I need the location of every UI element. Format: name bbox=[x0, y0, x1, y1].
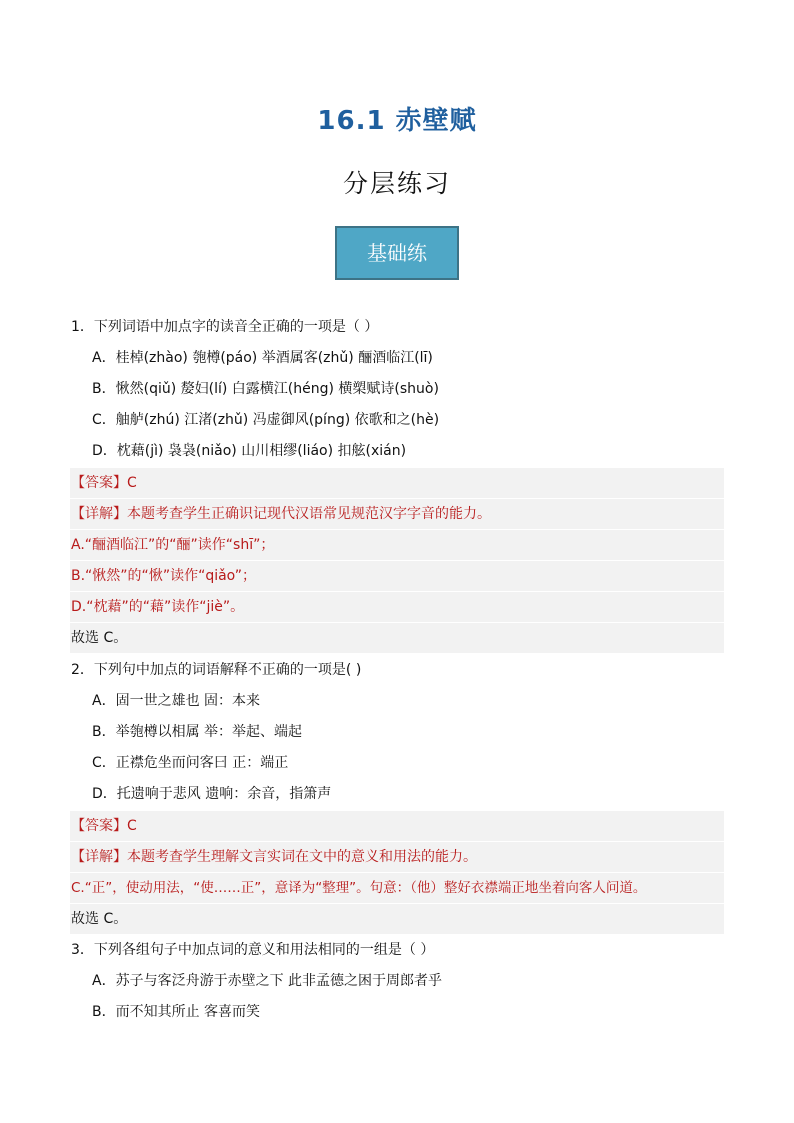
answer-shade bbox=[70, 623, 724, 653]
question-2-option-d: D．托遗响于悲风 遗响：余音，指箫声 bbox=[92, 786, 332, 802]
question-2-conclusion: 故选 C。 bbox=[71, 911, 128, 927]
answer-tag: 【答案】 bbox=[71, 818, 127, 834]
question-2-stem: 2．下列句中加点的词语解释不正确的一项是( ) bbox=[71, 662, 362, 678]
question-2-answer bbox=[71, 816, 137, 836]
question-1-option-c: C．舳舻(zhú) 江渚(zhǔ) 冯虚御风(píng) 依歌和之(hè) bbox=[92, 412, 440, 428]
question-2-note-c: C.“正”，使动用法，“使……正”，意译为“整理”。句意：（他）整好衣襟端正地坐着向客人问道。 bbox=[71, 880, 647, 896]
detail-tag: 【详解】 bbox=[71, 849, 127, 865]
question-3-stem: 3．下列各组句子中加点词的意义和用法相同的一组是（ ） bbox=[71, 942, 435, 958]
question-2-option-a: A．固一世之雄也 固：本来 bbox=[92, 693, 261, 709]
question-1-stem: 1．下列词语中加点字的读音全正确的一项是（ ） bbox=[71, 319, 379, 335]
question-1-note-b: B.“愀然”的“愀”读作“qiǎo”； bbox=[71, 568, 256, 584]
question-2-detail bbox=[71, 847, 477, 867]
question-1-detail bbox=[71, 504, 491, 524]
question-1-option-a: A．桂棹(zhào) 匏樽(páo) 举酒属客(zhǔ) 酾酒临江(lī) bbox=[92, 350, 433, 366]
question-1-option-d: D．枕藉(jì) 袅袅(niǎo) 山川相缪(liáo) 扣舷(xián) bbox=[92, 443, 407, 459]
question-3-option-b: B．而不知其所止 客喜而笑 bbox=[92, 1004, 261, 1020]
answer-shade bbox=[70, 904, 724, 934]
level-badge: 基础练 bbox=[335, 226, 459, 280]
detail-text: 本题考查学生理解文言实词在文中的意义和用法的能力。 bbox=[127, 849, 477, 865]
answer-value: C bbox=[127, 475, 137, 491]
page-subtitle: 分层练习 bbox=[342, 169, 451, 198]
detail-text: 本题考查学生正确识记现代汉语常见规范汉字字音的能力。 bbox=[127, 506, 491, 522]
answer-shade bbox=[70, 811, 724, 841]
question-1-note-a: A.“酾酒临江”的“酾”读作“shī”； bbox=[71, 537, 275, 553]
detail-tag: 【详解】 bbox=[71, 506, 127, 522]
answer-tag: 【答案】 bbox=[71, 475, 127, 491]
page-title: 16.1 赤壁赋 bbox=[317, 106, 477, 136]
question-1-answer bbox=[71, 473, 137, 493]
question-2-option-c: C．正襟危坐而问客曰 正：端正 bbox=[92, 755, 289, 771]
question-3-option-a: A．苏子与客泛舟游于赤壁之下 此非孟德之困于周郎者乎 bbox=[92, 973, 443, 989]
answer-value: C bbox=[127, 818, 137, 834]
question-2-option-b: B．举匏樽以相属 举：举起、端起 bbox=[92, 724, 303, 740]
answer-shade bbox=[70, 468, 724, 498]
question-1-option-b: B．愀然(qiǔ) 嫠妇(lí) 白露横江(héng) 横槊赋诗(shuò) bbox=[92, 381, 439, 397]
question-1-conclusion: 故选 C。 bbox=[71, 630, 128, 646]
question-1-note-d: D.“枕藉”的“藉”读作“jiè”。 bbox=[71, 599, 245, 615]
